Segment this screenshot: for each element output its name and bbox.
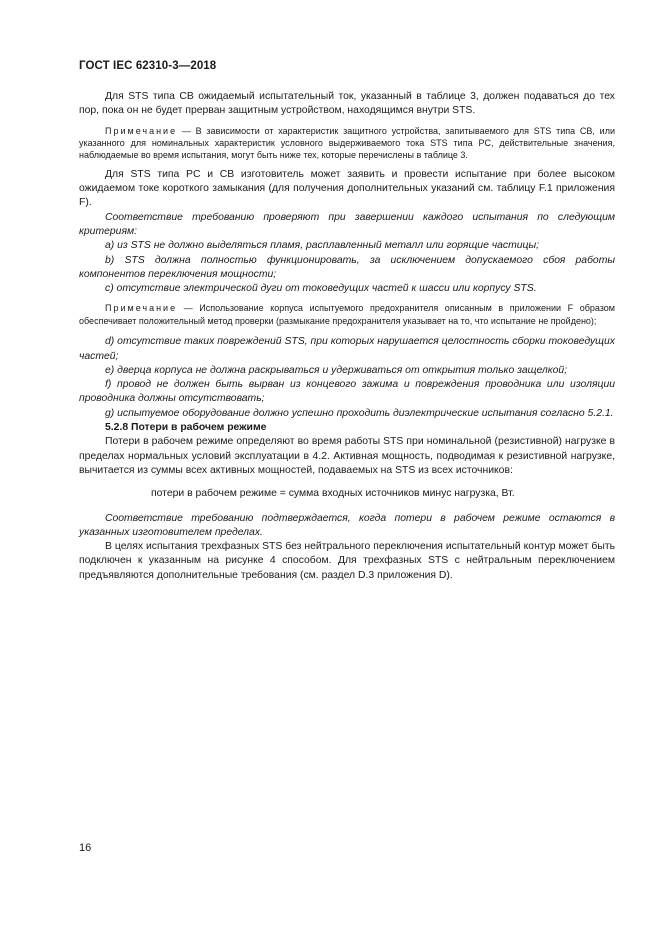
document-header: ГОСТ IEC 62310-3—2018 (79, 60, 217, 72)
criterion-b: b) STS должна полностью функционировать, за исключением допускаемого сбоя работы компонентов переключения мощности; (79, 254, 615, 280)
note-label: Примечание (105, 303, 178, 314)
page-number: 16 (79, 842, 92, 854)
criterion-e: e) дверца корпуса не должна раскрываться и удерживаться от открытия только защелкой; (105, 364, 568, 376)
note-text: — В зависимости от характеристик защитного устройства, запитываемого для STS типа CB, или указанного для номинальных характеристик условного выдерживаемого тока STS типа PC, действительные значения, наблюдаемые во время испытания, могут быть ниже тех, которые перечислены в таблице 3. (79, 125, 615, 161)
criterion-f: f) провод не должен быть вырван из концевого зажима и повреждения проводника или изоляции проводника должны отсутствовать; (79, 379, 615, 405)
note-text: — Использование корпуса испытуемого предохранителя описанным в приложении F образом обеспечивает положительный метод проверки (размыкание предохранителя указывает на то, что испытание не пройдено); (79, 303, 615, 326)
note-2 (79, 302, 615, 327)
note-label: Примечание (105, 125, 178, 136)
section-heading: 5.2.8 Потери в рабочем режиме (105, 422, 267, 434)
paragraph-compliance-criteria: Соответствие требованию проверяют при завершении каждого испытания по следующим критериям: (79, 211, 615, 237)
paragraph-three-phase: В целях испытания трехфазных STS без нейтрального переключения испытательный контур может быть подключен к указанным на рисунке 4 способом. Для трехфазных STS с нейтральным переключением предъявляются дополнительные требования (см. раздел D.3 приложения D). (79, 541, 615, 581)
criterion-a: a) из STS не должно выделяться пламя, расплавленный металл или горящие частицы; (105, 240, 540, 252)
paragraph-test-current: Для STS типа CB ожидаемый испытательный ток, указанный в таблице 3, должен подаваться до тех пор, пока он не будет прерван защитным устройством, находящимся внутри STS. (79, 91, 615, 117)
criterion-g: g) испытуемое оборудование должно успешно проходить диэлектрические испытания согласно 5.2.1. (105, 407, 614, 419)
criterion-d: d) отсутствие таких повреждений STS, при которых нарушается целостность сборки токоведущих частей; (79, 336, 615, 362)
paragraph-operating-losses: Потери в рабочем режиме определяют во время работы STS при номинальной (резистивной) нагрузке в пределах нормальных условий эксплуатации в 4.2. Активная мощность, подводимая к резистивной нагрузке, вычитается из суммы всех активных мощностей, подаваемых на STS из всех источников: (79, 436, 615, 476)
paragraph-higher-current: Для STS типа PC и CB изготовитель может заявить и провести испытание при более высоком ожидаемом токе короткого замыкания (для получения дополнительных указаний см. таблицу F.1 приложения F). (79, 168, 615, 209)
formula-line: потери в рабочем режиме = сумма входных источников минус нагрузка, Вт. (151, 488, 515, 500)
note-1 (79, 125, 615, 162)
criterion-c: c) отсутствие электрической дуги от токоведущих частей к шасси или корпусу STS. (105, 283, 537, 295)
document-body (79, 90, 615, 583)
paragraph-loss-compliance: Соответствие требованию подтверждается, когда потери в рабочем режиме остаются в указанных изготовителем пределах. (79, 512, 615, 538)
